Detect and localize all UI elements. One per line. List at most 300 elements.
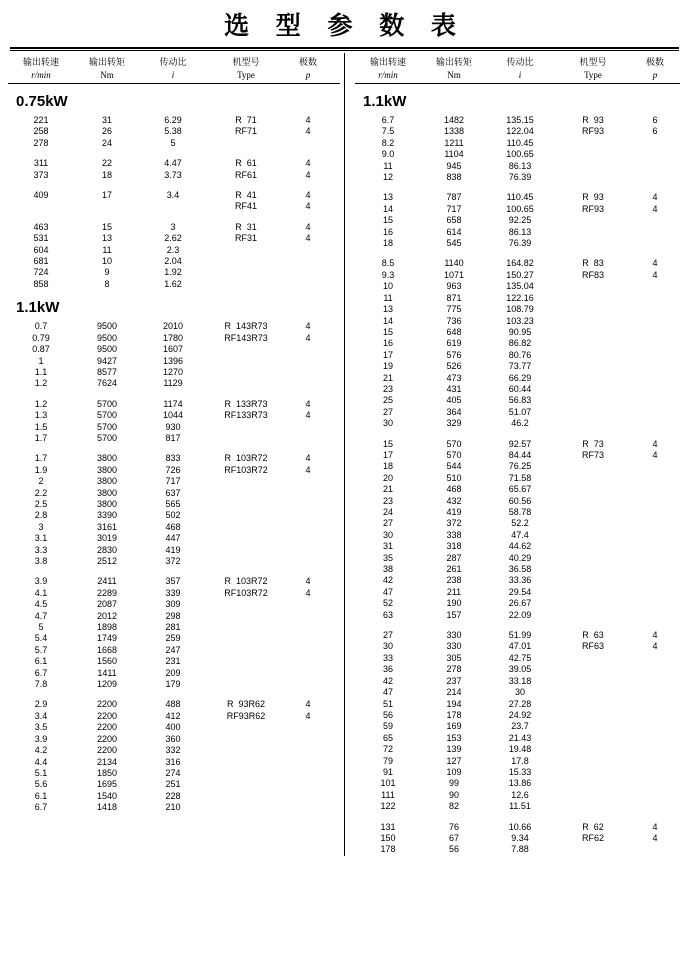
- cell-poles: [633, 395, 677, 406]
- row-group-spacer: [8, 390, 340, 399]
- cell-poles: [633, 316, 677, 327]
- cell-ratio: 51.99: [508, 630, 532, 641]
- cell-output-torque: 871: [446, 292, 462, 303]
- table-row: [8, 158, 340, 169]
- cell-type: [206, 510, 286, 521]
- cell-type: [553, 778, 633, 789]
- table-row: [355, 530, 680, 541]
- cell-output-speed: 63: [382, 609, 393, 620]
- cell-ratio: 110.45: [506, 192, 534, 203]
- table-row: [355, 238, 680, 249]
- table-row: [355, 227, 680, 238]
- cell-ratio: 29.54: [508, 586, 532, 597]
- cell-output-speed: 9.3: [381, 269, 395, 280]
- cell-ratio: 46.2: [511, 418, 529, 429]
- cell-poles: [633, 461, 677, 472]
- cell-output-torque: 99: [448, 778, 459, 789]
- cell-type: [553, 316, 633, 327]
- table-row: [355, 710, 680, 721]
- table-row: [8, 333, 340, 344]
- cell-output-torque: 56: [448, 844, 459, 855]
- cell-poles: [633, 721, 677, 732]
- cell-ratio: 1174: [163, 398, 183, 409]
- cell-ratio: 17.8: [511, 755, 529, 766]
- header-type-cn: 机型号: [579, 58, 607, 68]
- header-output-speed-cn: 输出转速: [369, 58, 406, 68]
- table-row: [8, 126, 340, 137]
- table-row: [355, 641, 680, 652]
- cell-output-torque: 76: [448, 821, 459, 832]
- cell-output-speed: 3.8: [34, 556, 48, 566]
- row-group-spacer: [8, 567, 340, 576]
- cell-output-torque: 169: [446, 721, 462, 732]
- cell-ratio: 19.48: [508, 744, 532, 755]
- table-row: [355, 756, 680, 767]
- table-row: [8, 556, 340, 567]
- cell-ratio: 10.66: [508, 821, 532, 832]
- cell-output-speed: 150: [380, 832, 396, 843]
- cell-type: [206, 422, 286, 433]
- cell-poles: [286, 378, 330, 389]
- cell-type: [553, 338, 633, 349]
- cell-output-torque: 3800: [96, 453, 118, 464]
- cell-poles: 4: [305, 321, 311, 332]
- table-row: [8, 422, 340, 433]
- cell-poles: [633, 664, 677, 675]
- cell-poles: 4: [305, 410, 311, 421]
- table-row: [8, 453, 340, 464]
- cell-poles: [286, 645, 330, 656]
- cell-output-torque: 2200: [96, 722, 118, 733]
- row-group-spacer: [8, 213, 340, 222]
- cell-poles: 4: [652, 258, 658, 269]
- cell-poles: [633, 564, 677, 575]
- cell-type: R 73: [582, 438, 604, 449]
- header-output-torque: [74, 57, 140, 81]
- cell-output-speed: 463: [33, 221, 49, 232]
- header-output-speed-cn: 输出转速: [22, 58, 59, 68]
- cell-ratio: 817: [165, 432, 181, 443]
- cell-output-torque: 139: [446, 744, 462, 755]
- row-group-spacer: [8, 181, 340, 190]
- table-row: [355, 138, 680, 149]
- cell-output-speed: 111: [381, 789, 395, 800]
- cell-ratio: 247: [165, 644, 181, 655]
- cell-poles: [286, 356, 330, 367]
- cell-output-speed: 1.7: [34, 432, 48, 443]
- table-row: [8, 410, 340, 421]
- cell-output-torque: 570: [446, 449, 462, 460]
- cell-poles: [633, 844, 677, 855]
- cell-type: [206, 779, 286, 790]
- table-row: [8, 588, 340, 599]
- cell-output-torque: 24: [101, 137, 112, 148]
- cell-output-torque: 405: [446, 395, 462, 406]
- cell-output-speed: 7.5: [381, 126, 395, 137]
- table-row: [8, 645, 340, 656]
- table-row: [355, 258, 680, 269]
- cell-poles: [633, 767, 677, 778]
- cell-poles: 4: [652, 832, 658, 843]
- cell-type: [206, 556, 286, 567]
- table-row: [355, 384, 680, 395]
- table-row: [355, 767, 680, 778]
- table-row: [8, 321, 340, 332]
- cell-output-speed: 373: [33, 169, 49, 180]
- cell-poles: [633, 653, 677, 664]
- cell-ratio: 339: [165, 587, 181, 598]
- table-row: [8, 622, 340, 633]
- cell-output-torque: 1850: [96, 767, 118, 778]
- cell-output-speed: 4.1: [34, 587, 48, 598]
- cell-output-speed: 311: [33, 158, 49, 169]
- cell-output-torque: 570: [446, 438, 462, 449]
- cell-type: RF63: [581, 641, 604, 652]
- cell-output-speed: 5.7: [34, 644, 48, 655]
- cell-output-torque: 2087: [96, 599, 118, 610]
- cell-output-speed: 15: [382, 438, 393, 449]
- cell-poles: [286, 433, 330, 444]
- cell-poles: [286, 722, 330, 733]
- header-poles: [633, 57, 677, 81]
- cell-ratio: 65.67: [508, 484, 532, 495]
- cell-type: [553, 767, 633, 778]
- cell-output-speed: 52: [382, 598, 393, 609]
- cell-type: [553, 373, 633, 384]
- table-row: [355, 484, 680, 495]
- row-group-spacer: [355, 430, 680, 439]
- cell-ratio: 21.43: [508, 732, 532, 743]
- cell-output-torque: 1209: [96, 679, 118, 690]
- cell-ratio: 60.56: [508, 495, 532, 506]
- cell-output-speed: 23: [382, 383, 393, 394]
- cell-ratio: 1607: [162, 344, 184, 355]
- cell-type: [206, 757, 286, 768]
- cell-poles: 4: [305, 115, 311, 125]
- table-row: [8, 399, 340, 410]
- cell-poles: 4: [652, 192, 658, 203]
- cell-output-speed: 14: [382, 203, 393, 214]
- cell-type: [206, 488, 286, 499]
- cell-poles: 4: [652, 630, 658, 641]
- cell-output-torque: 31: [101, 115, 112, 125]
- cell-output-speed: 0.7: [34, 321, 48, 332]
- cell-type: R 31: [235, 221, 257, 232]
- table-row: [355, 327, 680, 338]
- cell-type: [553, 149, 633, 160]
- cell-output-speed: 1.2: [34, 378, 48, 389]
- cell-ratio: 419: [165, 544, 181, 555]
- cell-type: [553, 553, 633, 564]
- cell-poles: [633, 756, 677, 767]
- header-ratio-cn: 传动比: [159, 58, 187, 68]
- cell-output-torque: 3019: [96, 533, 118, 544]
- cell-output-speed: 79: [382, 755, 393, 766]
- row-group-spacer: [355, 249, 680, 258]
- cell-poles: 4: [305, 398, 311, 409]
- cell-ratio: 565: [165, 498, 181, 509]
- cell-output-speed: 27: [382, 406, 393, 417]
- cell-poles: [286, 422, 330, 433]
- cell-output-speed: 21: [382, 484, 393, 495]
- cell-ratio: 281: [165, 622, 181, 633]
- table-row: [8, 344, 340, 355]
- table-row: [8, 633, 340, 644]
- cell-ratio: 298: [165, 610, 181, 621]
- table-row: [355, 439, 680, 450]
- cell-ratio: 447: [165, 533, 181, 544]
- cell-output-torque: 372: [446, 518, 462, 529]
- table-row: [355, 338, 680, 349]
- cell-ratio: 150.27: [506, 269, 534, 280]
- cell-output-torque: 127: [446, 755, 462, 766]
- cell-output-torque: 8577: [96, 366, 118, 377]
- cell-output-speed: 6.1: [34, 656, 48, 667]
- cell-poles: [286, 256, 330, 267]
- cell-ratio: 100.65: [506, 203, 534, 214]
- table-row: [355, 801, 680, 812]
- cell-type: [206, 245, 286, 256]
- cell-output-torque: 1695: [96, 779, 118, 790]
- cell-type: RF62: [581, 832, 604, 843]
- cell-poles: [633, 227, 677, 238]
- cell-ratio: 92.57: [508, 438, 532, 449]
- cell-output-torque: 473: [446, 372, 462, 383]
- cell-poles: [633, 598, 677, 609]
- cell-output-torque: 9500: [96, 344, 118, 355]
- cell-output-torque: 468: [446, 484, 462, 495]
- cell-ratio: 135.04: [506, 281, 534, 292]
- table-row: [355, 778, 680, 789]
- cell-poles: [286, 267, 330, 278]
- header-output-speed: [355, 57, 421, 81]
- cell-poles: [633, 238, 677, 249]
- cell-ratio: 47.4: [511, 529, 529, 540]
- cell-output-torque: 2200: [96, 733, 118, 744]
- cell-output-torque: 261: [446, 564, 462, 575]
- cell-ratio: 468: [165, 521, 181, 532]
- cell-output-speed: 258: [33, 126, 49, 137]
- table-row: [8, 499, 340, 510]
- cell-ratio: 231: [165, 656, 181, 667]
- cell-type: [206, 522, 286, 533]
- cell-output-torque: 338: [446, 529, 462, 540]
- cell-ratio: 58.78: [508, 507, 532, 517]
- cell-ratio: 86.13: [508, 160, 532, 171]
- cell-ratio: 60.44: [508, 383, 532, 394]
- cell-poles: 4: [652, 449, 658, 460]
- cell-type: [206, 378, 286, 389]
- cell-poles: [633, 304, 677, 315]
- cell-ratio: 717: [165, 476, 181, 487]
- cell-output-speed: 6.7: [34, 802, 48, 813]
- cell-poles: [633, 138, 677, 149]
- cell-output-torque: 5700: [96, 410, 118, 421]
- cell-ratio: 71.58: [508, 472, 532, 483]
- cell-poles: 4: [305, 699, 311, 710]
- cell-output-speed: 10: [382, 281, 393, 292]
- cell-poles: [633, 587, 677, 598]
- cell-type: [553, 756, 633, 767]
- table-row: [355, 587, 680, 598]
- cell-output-torque: 10: [101, 256, 112, 267]
- cell-ratio: [140, 201, 206, 212]
- cell-output-speed: 4.4: [34, 756, 48, 767]
- row-group-spacer: [355, 621, 680, 630]
- cell-output-torque: 1104: [444, 149, 464, 160]
- cell-ratio: 412: [165, 710, 181, 721]
- table-row: [355, 541, 680, 552]
- table-row: [8, 115, 340, 126]
- header-output-torque-cn: 输出转矩: [435, 58, 472, 68]
- table-row: [355, 172, 680, 183]
- table-row: [8, 779, 340, 790]
- cell-poles: [286, 245, 330, 256]
- cell-ratio: 76.39: [508, 238, 532, 249]
- cell-ratio: 274: [165, 767, 181, 778]
- cell-output-torque: 9427: [96, 355, 118, 366]
- cell-type: RF103R72: [224, 587, 268, 598]
- table-row: [8, 791, 340, 802]
- cell-poles: 4: [305, 587, 311, 598]
- cell-type: RF93: [581, 126, 604, 137]
- table-row: [355, 270, 680, 281]
- table-row: [355, 361, 680, 372]
- cell-ratio: 44.62: [508, 541, 532, 552]
- cell-ratio: 24.92: [508, 709, 532, 720]
- cell-poles: [286, 611, 330, 622]
- table-row: [355, 844, 680, 855]
- title-rule-thick: [10, 47, 679, 49]
- cell-output-torque: 419: [446, 507, 462, 517]
- row-group-spacer: [8, 690, 340, 699]
- cell-poles: [286, 599, 330, 610]
- cell-type: [206, 734, 286, 745]
- header-output-torque: [421, 57, 487, 81]
- cell-type: RF93R62: [226, 710, 266, 721]
- table-row: [355, 598, 680, 609]
- cell-poles: [286, 488, 330, 499]
- cell-type: R 71: [235, 115, 257, 125]
- cell-type: R 63: [582, 630, 604, 641]
- cell-ratio: 400: [165, 722, 181, 733]
- cell-ratio: 259: [165, 633, 181, 644]
- cell-output-speed: 18: [382, 461, 393, 472]
- cell-poles: [633, 149, 677, 160]
- cell-output-torque: 1898: [96, 622, 118, 633]
- cell-output-speed: 5: [38, 622, 44, 633]
- cell-output-torque: 717: [446, 203, 462, 214]
- header-ratio: [140, 57, 206, 81]
- cell-output-torque: 330: [446, 641, 462, 652]
- cell-output-speed: 3.3: [34, 544, 48, 555]
- cell-type: [553, 496, 633, 507]
- cell-output-torque: 526: [446, 361, 462, 372]
- table-row: [8, 233, 340, 244]
- cell-type: R 93: [582, 115, 604, 125]
- cell-output-torque: 82: [448, 801, 459, 812]
- cell-ratio: 357: [165, 576, 181, 587]
- cell-type: R 93R62: [226, 699, 266, 710]
- cell-type: RF103R72: [224, 464, 268, 475]
- cell-output-speed: 6.1: [34, 790, 48, 801]
- cell-output-torque: 8: [104, 278, 110, 289]
- cell-output-speed: 17: [382, 449, 393, 460]
- cell-output-torque: 7624: [96, 378, 118, 389]
- cell-ratio: 51.07: [508, 406, 532, 417]
- cell-ratio: 100.65: [506, 149, 534, 160]
- table-row: [355, 833, 680, 844]
- cell-output-torque: 17: [101, 190, 112, 201]
- cell-output-torque: 237: [446, 675, 462, 686]
- header-ratio-unit: i: [518, 70, 522, 80]
- cell-output-torque: 963: [446, 281, 462, 292]
- cell-output-speed: 1.1: [34, 366, 48, 377]
- table-row: [355, 721, 680, 732]
- cell-poles: [633, 530, 677, 541]
- header-poles-cn: 极数: [298, 58, 317, 68]
- cell-poles: 4: [652, 203, 658, 214]
- cell-poles: [633, 215, 677, 226]
- cell-output-torque: 109: [446, 766, 462, 777]
- cell-output-torque: 1071: [443, 269, 465, 280]
- cell-ratio: 9.34: [511, 832, 529, 843]
- cell-output-torque: 1560: [96, 656, 118, 667]
- table-row: [8, 533, 340, 544]
- cell-type: [553, 461, 633, 472]
- cell-poles: [633, 293, 677, 304]
- cell-output-torque: 278: [446, 664, 462, 675]
- cell-output-torque: 3800: [96, 498, 118, 509]
- cell-type: [553, 138, 633, 149]
- cell-output-speed: 8.2: [381, 137, 395, 148]
- cell-output-speed: 33: [382, 652, 393, 663]
- cell-output-torque: 194: [446, 698, 462, 709]
- table-row: [8, 802, 340, 813]
- table-row: [8, 488, 340, 499]
- cell-type: [553, 484, 633, 495]
- table-row: [8, 745, 340, 756]
- cell-output-torque: 3800: [96, 487, 118, 498]
- cell-output-torque: 178: [446, 709, 462, 720]
- cell-output-speed: 9.0: [381, 149, 395, 160]
- cell-poles: [286, 522, 330, 533]
- cell-type: [206, 679, 286, 690]
- table-row: [355, 610, 680, 621]
- cell-ratio: 15.33: [508, 766, 532, 777]
- table-row: [355, 281, 680, 292]
- cell-output-speed: 1.7: [34, 453, 48, 464]
- cell-output-torque: 9: [104, 267, 110, 278]
- cell-type: R 61: [235, 158, 257, 169]
- cell-output-speed: 56: [382, 709, 393, 720]
- cell-output-torque: 190: [446, 598, 462, 609]
- cell-poles: [286, 622, 330, 633]
- cell-poles: 4: [305, 190, 311, 201]
- cell-output-speed: 35: [382, 552, 393, 563]
- cell-poles: [286, 476, 330, 487]
- cell-poles: [633, 733, 677, 744]
- cell-ratio: 33.18: [508, 675, 532, 686]
- cell-output-torque: 1749: [96, 633, 118, 644]
- cell-poles: [286, 791, 330, 802]
- cell-ratio: 1129: [163, 378, 183, 389]
- cell-output-speed: 0.87: [32, 344, 50, 355]
- cell-poles: 4: [305, 169, 311, 180]
- cell-output-speed: 5.4: [34, 633, 48, 644]
- table-row: [355, 350, 680, 361]
- cell-poles: 4: [305, 332, 311, 343]
